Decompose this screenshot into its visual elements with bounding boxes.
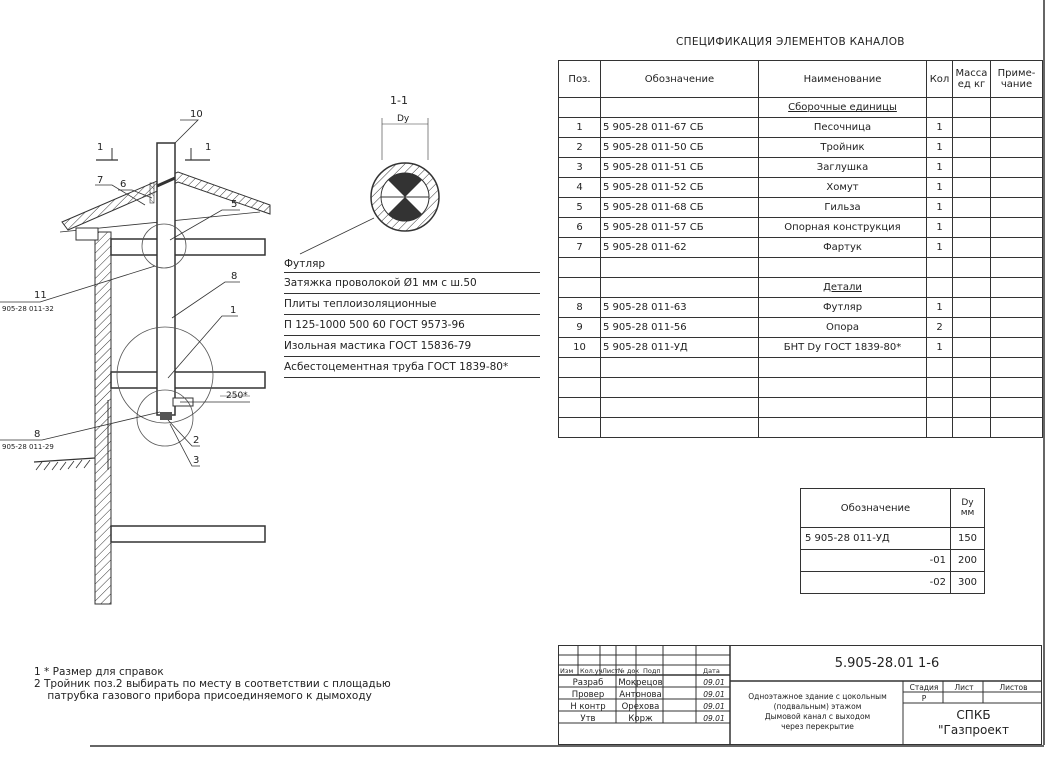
spec-cell-name: Опорная конструкция [759,218,927,238]
stamp-desc-1: Одноэтажное здание с цокольным [748,692,887,701]
stamp-stage-header: Стадия [909,683,939,692]
spec-cell-mass [953,258,991,278]
dy-designation: 5 905-28 011-УД [801,528,951,550]
spec-cell-name: Песочница [759,118,927,138]
spec-cell-pos [559,98,601,118]
table-row [559,158,1043,178]
table-row [559,278,1043,298]
spec-cell-mass [953,398,991,418]
spec-cell-designation: 5 905-28 011-50 СБ [601,138,759,158]
spec-header-name: Наименование [759,61,927,98]
table-row [559,318,1043,338]
stamp-role-2: Провер [571,690,605,700]
table-row [559,138,1043,158]
spec-cell-name [759,418,927,438]
table-row [559,178,1043,198]
table-row [559,218,1043,238]
dy-designation: -02 [801,572,951,594]
spec-cell-pos: 3 [559,158,601,178]
table-row [801,528,985,550]
table-row [559,398,1043,418]
spec-cell-pos: 2 [559,138,601,158]
stamp-sheet-header: Лист [954,683,974,692]
spec-cell-qty [927,418,953,438]
spec-cell-note [991,98,1043,118]
callout-5: 5 [231,199,238,210]
spec-cell-note [991,238,1043,258]
spec-cell-name: БНТ Dу ГОСТ 1839-80* [759,338,927,358]
spec-cell-mass [953,318,991,338]
spec-cell-name: Фартук [759,238,927,258]
spec-cell-mass [953,178,991,198]
stamp-org [904,708,1043,738]
spec-cell-note [991,318,1043,338]
spec-cell-mass [953,278,991,298]
title-block [558,645,1042,745]
spec-cell-note [991,278,1043,298]
stamp-name-1: Мокрецов [618,678,663,688]
stamp-role-1: Разраб [572,678,604,688]
spec-cell-pos [559,418,601,438]
stamp-dates [697,677,731,725]
table-row [559,418,1043,438]
stamp-role-4: Утв [580,714,596,724]
spec-cell-name: Тройник [759,138,927,158]
table-row [559,338,1043,358]
legend-line-5: Асбестоцементная труба ГОСТ 1839-80* [284,357,540,378]
callout-8b-ref: 905-28 011-29 [2,443,54,451]
spec-cell-name: Заглушка [759,158,927,178]
spec-cell-designation [601,98,759,118]
stamp-code: 5.905-28.01 1-6 [834,656,940,671]
table-row [559,98,1043,118]
spec-cell-note [991,178,1043,198]
spec-cell-note [991,298,1043,318]
stamp-h-izm: Изм [560,667,574,675]
spec-cell-pos: 1 [559,118,601,138]
callout-10: 10 [190,109,203,120]
spec-cell-name: Детали [759,278,927,298]
stamp-h-podp: Подп [643,667,661,675]
spec-header-qty: Кол [927,61,953,98]
note-2: 2 Тройник поз.2 выбирать по месту в соответствии с площадью [34,678,391,690]
stamp-sheets-header: Листов [999,683,1028,692]
dy-value: 150 [951,528,985,550]
spec-cell-qty: 1 [927,218,953,238]
callout-8: 8 [231,271,238,282]
spec-cell-name: Гильза [759,198,927,218]
spec-cell-mass [953,358,991,378]
table-row [559,238,1043,258]
dy-designation: -01 [801,550,951,572]
spec-cell-name: Сборочные единицы [759,98,927,118]
stamp-description [731,692,904,732]
spec-cell-pos: 5 [559,198,601,218]
section-label: 1-1 [390,94,408,107]
spec-cell-qty: 1 [927,298,953,318]
spec-cell-qty [927,258,953,278]
stamp-org-2: "Газпроект [938,723,1009,737]
notes [34,666,391,702]
legend [284,256,540,378]
spec-cell-pos [559,258,601,278]
spec-cell-pos: 8 [559,298,601,318]
callout-2: 2 [193,435,200,446]
spec-cell-qty: 1 [927,338,953,358]
spec-cell-pos [559,358,601,378]
spec-cell-qty: 1 [927,158,953,178]
spec-cell-designation: 5 905-28 011-62 [601,238,759,258]
spec-header-note: Приме- чание [991,61,1043,98]
spec-cell-mass [953,118,991,138]
spec-cell-qty: 1 [927,118,953,138]
spec-cell-qty [927,358,953,378]
note-1: 1 * Размер для справок [34,666,164,678]
spec-cell-qty: 2 [927,318,953,338]
stamp-org-1: СПКБ [956,708,991,722]
spec-cell-qty [927,398,953,418]
spec-cell-name [759,258,927,278]
spec-cell-designation [601,258,759,278]
callout-11-ref: 905-28 011-32 [2,305,54,313]
spec-cell-designation: 5 905-28 011-УД [601,338,759,358]
spec-cell-mass [953,298,991,318]
spec-cell-note [991,138,1043,158]
stamp-names [617,677,664,725]
spec-cell-note [991,338,1043,358]
stamp-name-4: Корж [628,714,653,724]
spec-cell-qty [927,278,953,298]
spec-cell-pos: 9 [559,318,601,338]
spec-cell-mass [953,98,991,118]
callout-8b: 8 [34,429,41,440]
callout-1: 1 [230,305,237,316]
spec-cell-qty: 1 [927,178,953,198]
spec-cell-pos [559,378,601,398]
callout-3: 3 [193,455,200,466]
stamp-desc-4: через перекрытие [781,722,854,731]
spec-cell-qty: 1 [927,198,953,218]
spec-cell-name: Футляр [759,298,927,318]
spec-cell-note [991,218,1043,238]
spec-cell-qty: 1 [927,238,953,258]
spec-cell-designation: 5 905-28 011-57 СБ [601,218,759,238]
stamp-name-3: Орехова [621,702,660,712]
stamp-desc-3: Дымовой канал с выходом [764,712,871,721]
spec-cell-qty [927,98,953,118]
spec-cell-designation: 5 905-28 011-67 СБ [601,118,759,138]
spec-cell-note [991,118,1043,138]
stamp-date-2: 09.01 [703,690,725,699]
building-section [0,109,270,604]
spec-title: СПЕЦИФИКАЦИЯ ЭЛЕМЕНТОВ КАНАЛОВ [676,36,905,48]
spec-cell-pos: 7 [559,238,601,258]
spec-cell-designation [601,378,759,398]
spec-cell-mass [953,218,991,238]
spec-cell-designation [601,418,759,438]
table-row [559,198,1043,218]
spec-cell-name [759,358,927,378]
spec-cell-name [759,378,927,398]
spec-cell-name: Опора [759,318,927,338]
dy-value: 200 [951,550,985,572]
spec-cell-note [991,158,1043,178]
table-row [559,118,1043,138]
spec-cell-pos [559,398,601,418]
spec-cell-note [991,198,1043,218]
spec-cell-mass [953,198,991,218]
table-row [559,258,1043,278]
spec-cell-mass [953,158,991,178]
spec-cell-mass [953,138,991,158]
spec-cell-qty [927,378,953,398]
spec-cell-designation: 5 905-28 011-51 СБ [601,158,759,178]
spec-cell-note [991,398,1043,418]
spec-header-designation: Обозначение [601,61,759,98]
legend-line-2: Плиты теплоизоляционные [284,294,540,315]
table-row [559,378,1043,398]
note-2-cont: патрубка газового прибора присоединяемого к дымоходу [34,690,372,702]
stamp-date-3: 09.01 [703,702,725,711]
callout-6: 6 [120,179,127,190]
callout-cut-1: 1 [97,142,104,153]
spec-cell-designation [601,278,759,298]
table-row [801,550,985,572]
spec-cell-pos: 4 [559,178,601,198]
stamp-h-list: Лист [602,667,619,675]
spec-cell-note [991,378,1043,398]
spec-cell-designation: 5 905-28 011-68 СБ [601,198,759,218]
spec-cell-pos: 6 [559,218,601,238]
stamp-stage: Р [921,694,927,703]
section-dim-dy: Dу [397,114,410,124]
legend-line-1: Затяжка проволокой Ø1 мм с ш.50 [284,273,540,294]
stamp-h-ndok: № док [618,667,640,675]
spec-cell-designation [601,358,759,378]
spec-table [558,60,1043,438]
dy-value: 300 [951,572,985,594]
section-1-1 [300,94,439,254]
spec-cell-mass [953,238,991,258]
stamp-roles [559,677,617,725]
spec-cell-name: Хомут [759,178,927,198]
spec-cell-mass [953,378,991,398]
legend-line-3: П 125-1000 500 60 ГОСТ 9573-96 [284,315,540,336]
spec-cell-mass [953,418,991,438]
dy-header-designation: Обозначение [801,489,951,528]
spec-cell-designation: 5 905-28 011-63 [601,298,759,318]
stamp-header-row [559,666,731,676]
table-row [559,298,1043,318]
spec-cell-name [759,398,927,418]
spec-cell-note [991,258,1043,278]
stamp-h-koluch: Кол.уч [580,667,603,675]
spec-header-pos: Поз. [559,61,601,98]
table-row [559,358,1043,378]
legend-line-4: Изольная мастика ГОСТ 15836-79 [284,336,540,357]
spec-cell-designation [601,398,759,418]
spec-cell-pos [559,278,601,298]
stamp-name-2: Антонова [619,690,662,700]
spec-cell-note [991,418,1043,438]
callout-11: 11 [34,290,47,301]
callout-7: 7 [97,175,104,186]
dim-250: 250* [226,391,248,401]
spec-cell-pos: 10 [559,338,601,358]
callout-cut-1-right: 1 [205,142,212,153]
legend-title: Футляр [284,256,540,273]
stamp-date-1: 09.01 [703,678,725,687]
stamp-date-4: 09.01 [703,714,725,723]
stamp-desc-2: (подвальным) этажом [773,702,862,711]
dy-table [800,488,985,594]
table-row [801,572,985,594]
spec-cell-note [991,358,1043,378]
spec-cell-qty: 1 [927,138,953,158]
stamp-role-3: Н контр [570,702,606,712]
spec-header-mass: Масса ед кг [953,61,991,98]
stamp-h-data: Дата [703,667,720,675]
dy-header-dy: Dу мм [951,489,985,528]
spec-cell-designation: 5 905-28 011-56 [601,318,759,338]
spec-body [559,98,1043,438]
spec-cell-designation: 5 905-28 011-52 СБ [601,178,759,198]
spec-cell-mass [953,338,991,358]
